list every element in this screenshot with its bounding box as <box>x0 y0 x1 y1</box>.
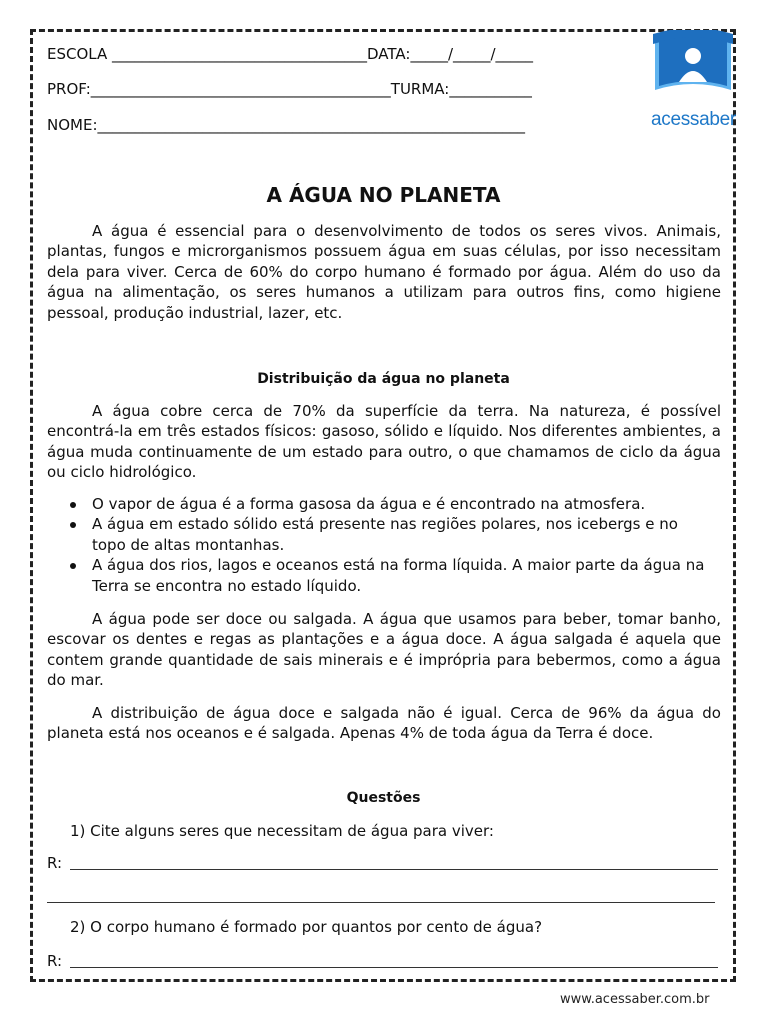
question-2: 2) O corpo humano é formado por quantos por cento de água? <box>70 918 543 936</box>
acessaber-logo <box>651 30 735 130</box>
bullet-icon <box>70 563 76 569</box>
page-title: A ÁGUA NO PLANETA <box>266 183 501 207</box>
question-1: 1) Cite alguns seres que necessitam de água para viver: <box>70 822 494 840</box>
distribution-paragraph-1: A água cobre cerca de 70% da superfície da terra. Na natureza, é possível encontrá-la em três estados físicos: gasoso, sólido e líquido. Nos diferentes ambientes, a água muda continuamente de um estado para outro, o que chamamos de ciclo da água ou ciclo hidrológico. <box>47 402 721 482</box>
list-item-text: A água dos rios, lagos e oceanos está na forma líquida. A maior parte da água na Terra se encontra no estado líquido. <box>92 556 705 595</box>
school-date-field[interactable]: ESCOLA __________________________________DATA:_____/_____/_____ <box>47 45 534 63</box>
list-item <box>47 494 721 514</box>
teacher-class-field[interactable]: PROF:________________________________________TURMA:___________ <box>47 80 532 98</box>
distribution-paragraph-3: A distribuição de água doce e salgada não é igual. Cerca de 96% da água do planeta está nos oceanos e é salgada. Apenas 4% de toda água da Terra é doce. <box>47 704 721 743</box>
answer-line-1b[interactable] <box>47 902 715 903</box>
intro-paragraph: A água é essencial para o desenvolvimento de todos os seres vivos. Animais, plantas, fungos e microrganismos possuem água em suas células, por isso necessitam dela para viver. Cerca de 60% do corpo humano é formado por água. Além do uso da água na alimentação, os seres humanos a utilizam para outros fins, como higiene pessoal, produção industrial, lazer, etc. <box>47 222 721 322</box>
logo-wordmark: acessaber <box>651 109 736 130</box>
questions-heading: Questões <box>346 790 421 806</box>
footer-url[interactable]: www.acessaber.com.br <box>560 992 710 1007</box>
list-item-text: O vapor de água é a forma gasosa da água e é encontrado na atmosfera. <box>92 495 646 513</box>
distribution-paragraph-2: A água pode ser doce ou salgada. A água que usamos para beber, tomar banho, escovar os dentes e regas as plantações e a água doce. A água salgada é aquela que contem grande quantidade de sais minerais e é imprópria para bebermos, como a água do mar. <box>47 610 721 690</box>
bullet-icon <box>70 522 76 528</box>
list-item <box>47 555 721 596</box>
answer-label-2: R: <box>47 952 63 970</box>
answer-line-2[interactable] <box>70 967 718 968</box>
states-list <box>47 494 721 596</box>
section-heading: Distribuição da água no planeta <box>257 371 510 387</box>
logo-icon <box>651 30 735 110</box>
name-field[interactable]: NOME:_________________________________________________________ <box>47 116 526 134</box>
list-item-text: A água em estado sólido está presente nas regiões polares, nos icebergs e no topo de altas montanhas. <box>92 515 678 554</box>
bullet-icon <box>70 502 76 508</box>
answer-line-1[interactable] <box>70 869 718 870</box>
answer-label-1: R: <box>47 854 63 872</box>
list-item <box>47 514 721 555</box>
